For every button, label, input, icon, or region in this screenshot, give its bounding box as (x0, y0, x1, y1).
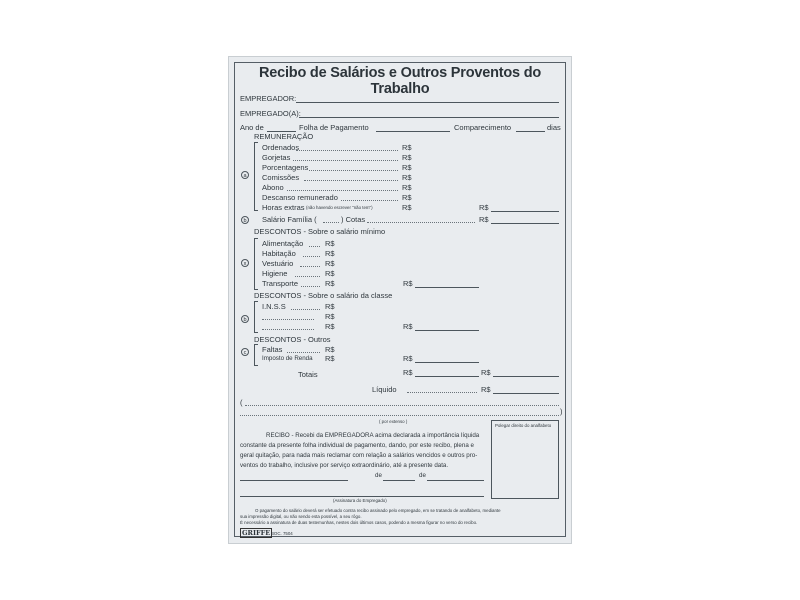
marker-b2: b (241, 315, 249, 323)
extenso-line-1[interactable] (245, 405, 559, 406)
rs-salario-familia: R$ (479, 215, 489, 224)
remuneracao-total-field[interactable] (491, 211, 559, 212)
blank-item-field[interactable] (262, 329, 314, 330)
remuneracao-heading: REMUNERAÇÃO (254, 132, 314, 141)
salario-familia-field[interactable] (491, 223, 559, 224)
item-faltas: Faltas (262, 345, 283, 354)
leader-dots (295, 276, 320, 277)
comparecimento-label: Comparecimento (454, 123, 512, 132)
totais-label: Totais (298, 370, 318, 379)
rs-vestuario: R$ (325, 259, 335, 268)
rs-totais-descontos: R$ (403, 368, 413, 377)
extenso-line-2[interactable] (240, 415, 559, 416)
rs-descontos-classe-total: R$ (403, 322, 413, 331)
leader-dots (287, 352, 320, 353)
extenso-close-paren: ) (560, 407, 563, 416)
leader-dots (293, 160, 398, 161)
rs-liquido: R$ (481, 385, 491, 394)
assinatura-field[interactable] (240, 496, 484, 497)
note-3: É necessário a assinatura de duas testemunhas, nestes dois últimos casos, podendo a mesma figurar no verso do recibo. (240, 520, 478, 525)
descontos-minimo-total-field[interactable] (415, 287, 479, 288)
rs-blank-1: R$ (325, 312, 335, 321)
rs-ordenados: R$ (402, 143, 412, 152)
item-imposto-renda: Imposto de Renda (262, 355, 313, 362)
totais-proventos-field[interactable] (493, 376, 559, 377)
rs-descontos-outros-total: R$ (403, 354, 413, 363)
leader-dots (309, 170, 398, 171)
descontos-classe-heading: DESCONTOS - Sobre o salário da classe (254, 291, 393, 300)
local-field[interactable] (240, 480, 348, 481)
leader-dots (367, 222, 475, 223)
rs-comissoes: R$ (402, 173, 412, 182)
receipt-sheet (229, 57, 571, 543)
extenso-open-paren: ( (240, 398, 243, 407)
leader-dots (341, 200, 398, 201)
empregador-label: EMPREGADOR: (240, 94, 297, 103)
ano-label: Ano de (240, 123, 264, 132)
leader-dots (300, 266, 320, 267)
recibo-line-4: ventos do trabalho, inclusive por serviço extraordinário, até a presente data. (240, 462, 449, 469)
marker-c: c (241, 348, 249, 356)
descontos-outros-heading: DESCONTOS - Outros (254, 335, 331, 344)
descontos-minimo-bracket (254, 238, 258, 290)
item-inss: I.N.S.S (262, 302, 286, 311)
griffe-logo: GRIFFE (242, 529, 271, 537)
leader-dots (296, 150, 398, 151)
rs-blank-2: R$ (325, 322, 335, 331)
rs-faltas: R$ (325, 345, 335, 354)
por-extenso-caption: ( por extenso ) (379, 419, 408, 424)
rs-inss: R$ (325, 302, 335, 311)
salario-familia-label: Salário Família ( (262, 215, 317, 224)
blank-item-field[interactable] (262, 319, 314, 320)
marker-a: a (241, 171, 249, 179)
rs-abono: R$ (402, 183, 412, 192)
cotas-label: ) Cotas (341, 215, 366, 224)
form-title: Recibo de Salários e Outros Proventos do Trabalho (258, 65, 542, 97)
item-horas-extras: Horas extras (262, 203, 305, 212)
folha-field[interactable] (376, 131, 450, 132)
marker-b: b (241, 216, 249, 224)
empregado-field[interactable] (299, 117, 559, 118)
leader-dots (291, 309, 320, 310)
leader-dots (304, 180, 398, 181)
rs-habitacao: R$ (325, 249, 335, 258)
item-vestuario: Vestuário (262, 259, 294, 268)
dias-label: dias (547, 123, 561, 132)
leader-dots (309, 246, 320, 247)
rs-imposto-renda: R$ (325, 354, 335, 363)
de-label-2: de (419, 472, 426, 479)
rs-descontos-minimo-total: R$ (403, 279, 413, 288)
mes-field[interactable] (383, 480, 415, 481)
empregador-field[interactable] (296, 102, 559, 103)
item-abono: Abono (262, 183, 284, 192)
descontos-outros-bracket (254, 344, 258, 366)
descontos-classe-bracket (254, 301, 258, 333)
totais-descontos-field[interactable] (415, 376, 479, 377)
descontos-minimo-heading: DESCONTOS - Sobre o salário mínimo (254, 227, 386, 236)
polegar-label: Polegar direito do analfabeto (495, 423, 552, 428)
item-ordenados: Ordenados (262, 143, 300, 152)
leader-dots (287, 190, 398, 191)
rs-descanso: R$ (402, 193, 412, 202)
recibo-line-1: RECIBO - Recebi da EMPREGADORA acima declarada a importância líquida (266, 432, 480, 439)
item-transporte: Transporte (262, 279, 298, 288)
item-habitacao: Habitação (262, 249, 296, 258)
cotas-field[interactable] (323, 222, 339, 223)
item-higiene: Higiene (262, 269, 288, 278)
rs-porcentagens: R$ (402, 163, 412, 172)
form-code: BOC. 7504 (271, 531, 293, 536)
note-2: sua impressão digital, ou não sendo esta possível, a seu rôgo. (240, 514, 362, 519)
rs-higiene: R$ (325, 269, 335, 278)
leader-dots (303, 256, 320, 257)
liquido-label: Líquido (372, 385, 397, 394)
horas-note: (não havendo escrever "não tem") (306, 205, 373, 210)
comparecimento-field[interactable] (516, 131, 545, 132)
empregado-label: EMPREGADO(A): (240, 109, 301, 118)
recibo-line-2: constante da presente folha individual de pagamento, dando, por este recibo, plena e (240, 442, 474, 449)
remuneracao-bracket (254, 142, 258, 211)
rs-gorjetas: R$ (402, 153, 412, 162)
rs-horas-extras: R$ (402, 203, 412, 212)
rs-remuneracao-total: R$ (479, 203, 489, 212)
de-label-1: de (375, 472, 382, 479)
rs-alimentacao: R$ (325, 239, 335, 248)
leader-dots (407, 392, 477, 393)
rs-totais-proventos: R$ (481, 368, 491, 377)
item-porcentagens: Porcentagens (262, 163, 309, 172)
polegar-box[interactable] (491, 420, 559, 499)
item-gorjetas: Gorjetas (262, 153, 291, 162)
folha-label: Folha de Pagamento (299, 123, 369, 132)
recibo-line-3: geral quitação, para nada mais reclamar com relação a salários vencidos e outros pro- (240, 452, 478, 459)
leader-dots (301, 286, 320, 287)
item-descanso: Descanso remunerado (262, 193, 338, 202)
rs-transporte: R$ (325, 279, 335, 288)
liquido-field[interactable] (493, 393, 559, 394)
descontos-classe-total-field[interactable] (415, 330, 479, 331)
marker-x: x (241, 259, 249, 267)
item-alimentacao: Alimentação (262, 239, 304, 248)
item-comissoes: Comissões (262, 173, 300, 182)
assinatura-label: (Assinatura do Empregado) (333, 498, 387, 503)
note-1: O pagamento do salário deverá ser efetuado contra recibo assinado pelo empregado, em se tratando de analfabeto, mediante (255, 508, 501, 513)
ano-assinatura-field[interactable] (427, 480, 484, 481)
descontos-outros-total-field[interactable] (415, 362, 479, 363)
